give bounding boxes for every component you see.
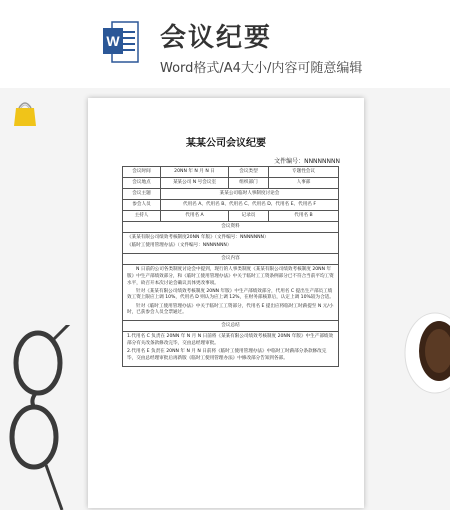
summary-paragraph: 2.代用名 E 负责在 20NN 年 N 月 N 日前将《临时工使用管理办法》中临时工时薪部分条款修改完毕，交由总经理审批后再新版《临时工使用管理办法》中修改部分告知到各部。	[127, 349, 327, 361]
materials-line: 《某某有限公司绩效考核制度20NN 年版》（文件编号：NNNNNNN）	[127, 235, 269, 240]
table-row	[123, 211, 339, 222]
eyeglasses-icon	[0, 325, 80, 510]
word-document-icon	[103, 20, 139, 64]
coffee-cup-icon	[395, 305, 450, 395]
document-number: 文件编号：NNNNNNNN	[274, 158, 340, 165]
table-cell: 组织部门	[229, 178, 269, 189]
materials-row	[123, 233, 339, 254]
materials-heading: 会议资料	[123, 222, 339, 233]
content-body	[123, 265, 339, 321]
summary-row	[123, 332, 339, 367]
table-row	[123, 189, 339, 200]
page-subtitle: Word格式/A4大小/内容可随意编辑	[160, 61, 363, 76]
table-cell: 某某公司 N 号会议室	[161, 178, 229, 189]
table-cell: 人事部	[269, 178, 339, 189]
table-cell: 代用名 B	[269, 211, 339, 222]
table-row	[123, 167, 339, 178]
table-cell: 参会人员	[123, 200, 161, 211]
table-cell: 会议主题	[123, 189, 161, 200]
table-cell: 20NN 年 N 月 N 日	[161, 167, 229, 178]
table-cell: 主持人	[123, 211, 161, 222]
logo-letter: W	[106, 33, 120, 49]
section-heading-row	[123, 254, 339, 265]
document-title: 某某公司会议纪要	[186, 138, 266, 149]
table-row	[123, 200, 339, 211]
binder-clip-icon	[12, 100, 38, 128]
page-title: 会议纪要	[160, 23, 273, 53]
table-cell: 会议时间	[123, 167, 161, 178]
table-cell: 某某公司临时人事制度讨论会	[161, 189, 339, 200]
content-paragraph: 针对《临时工使用管理办法》中关于临时工工资部分，代用名 E 提出应将临时工时薪提至 N 元/小时，已获参会人员全票通过。	[127, 303, 334, 316]
summary-body	[123, 332, 339, 367]
summary-heading: 会议总结	[123, 321, 339, 332]
section-heading-row	[123, 321, 339, 332]
table-cell: 会议地点	[123, 178, 161, 189]
document-page	[88, 98, 364, 508]
table-row	[123, 178, 339, 189]
content-paragraph: N 日前的公司各类制度讨论会中提到，现行的人事类制度《某某有限公司绩效考核制度 20NN 年版》中生产部绩效部分，和《临时工使用管理办法》中关于临时工工资条例部分已不符合当前平均工资水平，故召开本次讨论会确议具体更改事项。	[127, 267, 334, 286]
content-row	[123, 265, 339, 321]
summary-paragraph: 1.代用名 C 负责在 20NN 年 N 月 N 日前将《某某有限公司绩效考核制度 20NN 年版》中生产部绩效部分有关改条款修改完毕，交由总经理审批。	[127, 334, 334, 347]
content-heading: 会议内容	[123, 254, 339, 265]
table-cell: 代用名 A	[161, 211, 229, 222]
section-heading-row	[123, 222, 339, 233]
table-cell: 记录员	[229, 211, 269, 222]
content-paragraph: 针对《某某有限公司绩效考核制度 20NN 年版》中生产部绩效部分，代用名 C 提出生产部员工绩效工资上限应上调 10%，代用名 D 则认为应上调 12%，在财务部核算后，认定上调 10%较为合适。	[127, 288, 334, 301]
table-cell: 会议类型	[229, 167, 269, 178]
minutes-table	[122, 166, 339, 367]
header-banner	[0, 0, 450, 88]
materials-line: 《临时工使用管理办法》（文件编号：NNNNNNN）	[127, 243, 232, 249]
materials-body	[123, 233, 339, 254]
table-cell: 专题性会议	[269, 167, 339, 178]
table-cell: 代用名 A、代用名 B、代用名 C、代用名 D、代用名 E、代用名 F	[161, 200, 339, 211]
